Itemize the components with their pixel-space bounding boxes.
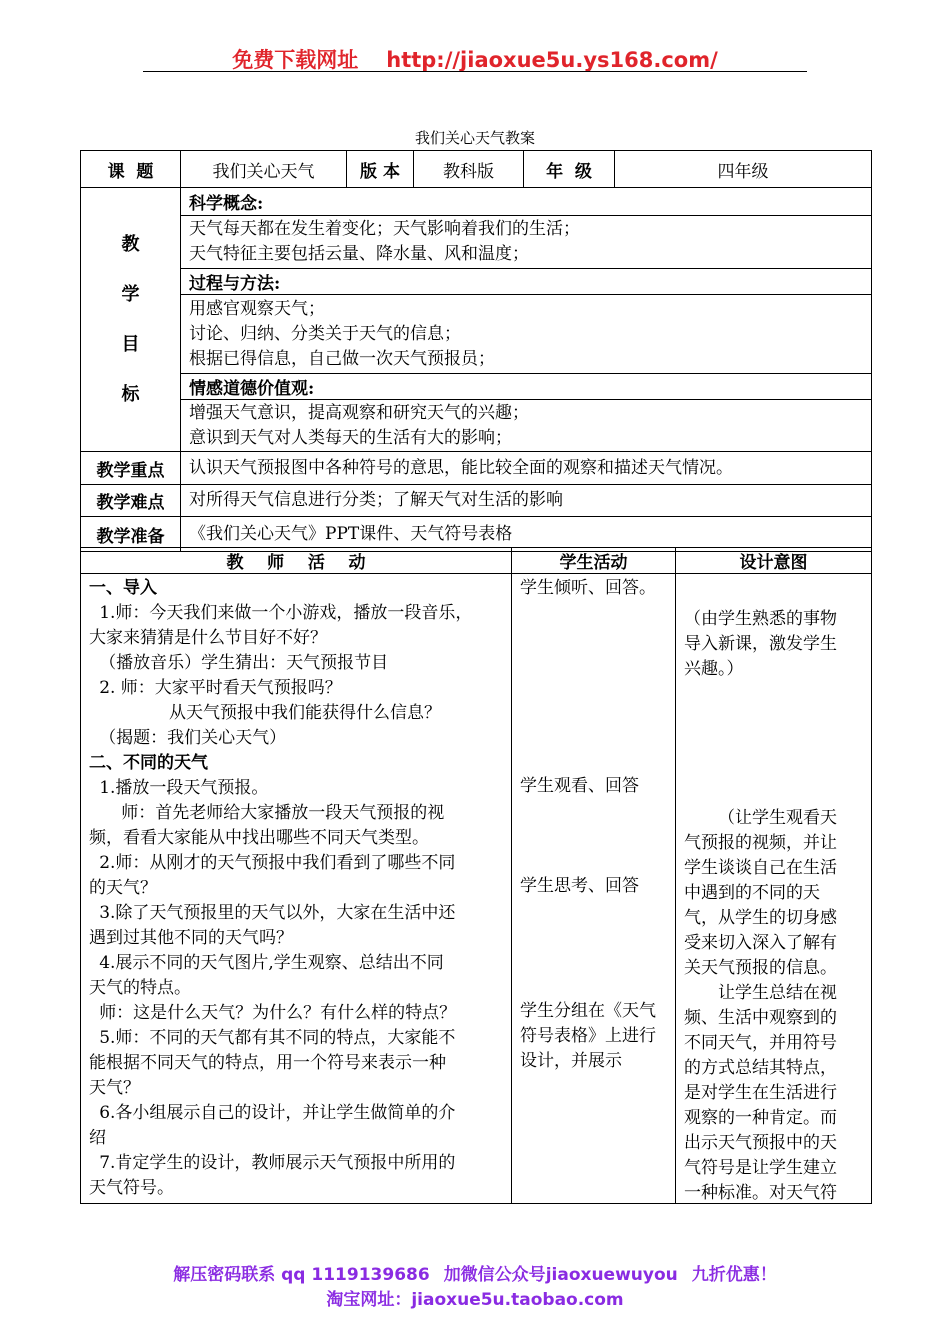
section-heading: 一、导入	[89, 578, 157, 598]
student-activity-header: 学生活动	[512, 548, 676, 574]
course-value: 我们关心天气	[181, 151, 347, 188]
design-intent-line: 受来切入深入了解有	[684, 933, 837, 953]
design-intent-line: （由学生熟悉的事物	[684, 609, 837, 629]
objective-section-title: 科学概念:	[181, 188, 872, 216]
grade-value: 四年级	[615, 151, 872, 188]
teacher-activities-cell	[81, 574, 512, 1204]
activity-table	[80, 547, 872, 1204]
difficulties-label: 教学难点	[81, 485, 181, 517]
activity-line: 1.播放一段天气预报。	[99, 778, 269, 798]
activity-line: 2.师：从刚才的天气预报中我们看到了哪些不同	[99, 853, 456, 873]
design-intent-line: 观察的一种肯定。而	[684, 1108, 837, 1128]
header-url-link[interactable]: http://jiaoxue5u.ys168.com/	[386, 48, 718, 72]
objectives-char-1: 教	[121, 233, 140, 255]
objective-line: 讨论、归纳、分类关于天气的信息；	[189, 323, 461, 344]
activity-line: 7.肯定学生的设计，教师展示天气预报中所用的	[99, 1153, 456, 1173]
objective-line: 增强天气意识，提高观察和研究天气的兴趣；	[189, 402, 529, 423]
design-intent-line: 导入新课，激发学生	[684, 634, 837, 654]
activity-line: 3.除了天气预报里的天气以外，大家在生活中还	[99, 903, 456, 923]
objective-section-body	[181, 216, 872, 269]
design-intent-cell	[676, 574, 872, 1204]
design-intent-line: 气，从学生的切身感	[684, 908, 837, 928]
design-intent-line: 气预报的视频，并让	[684, 833, 837, 853]
objectives-char-4: 标	[121, 383, 140, 405]
objective-section-title: 过程与方法:	[181, 269, 872, 295]
design-intent-line: 是对学生在生活进行	[684, 1083, 837, 1103]
course-label: 课 题	[81, 151, 181, 188]
key-points-value: 认识天气预报图中各种符号的意思，能比较全面的观察和描述天气情况。	[181, 452, 872, 485]
student-activity-line: 设计，并展示	[520, 1051, 622, 1071]
grade-label: 年 级	[524, 151, 615, 188]
footer-contact-text: 解压密码联系	[173, 1265, 276, 1285]
activity-line: （揭题：我们关心天气）	[99, 728, 287, 748]
objective-line: 天气特征主要包括云量、降水量、风和温度；	[189, 244, 529, 264]
activity-line: 绍	[89, 1128, 106, 1148]
footer-wechat-text: 加微信公众号	[443, 1265, 546, 1285]
edition-label: 版 本	[347, 151, 414, 188]
header-divider	[143, 71, 807, 72]
objective-line: 天气每天都在发生着变化；天气影响着我们的生活；	[189, 219, 580, 239]
student-activity-line: 学生倾听、回答。	[520, 578, 656, 598]
difficulties-value: 对所得天气信息进行分类；了解天气对生活的影响	[181, 485, 872, 517]
activity-line: 从天气预报中我们能获得什么信息？	[169, 703, 441, 723]
student-activity-line: 学生思考、回答	[520, 876, 639, 896]
design-intent-line: （让学生观看天	[718, 808, 837, 828]
student-activity-line: 学生观看、回答	[520, 776, 639, 796]
footer-qq: qq 1119139686	[281, 1265, 430, 1285]
student-activity-line: 符号表格》上进行	[520, 1026, 656, 1046]
activity-line: 5.师：不同的天气都有其不同的特点，大家能不	[99, 1028, 456, 1048]
activity-line: 大家来猜猜是什么节目好不好？	[89, 628, 327, 648]
design-intent-header: 设计意图	[676, 548, 872, 574]
activity-line: 天气符号。	[89, 1178, 174, 1198]
footer-contact	[0, 1260, 950, 1285]
student-activity-line: 学生分组在《天气	[520, 1001, 656, 1021]
activity-line: 的天气？	[89, 878, 157, 898]
preparation-value: 《我们关心天气》PPT课件、天气符号表格	[181, 517, 872, 552]
design-intent-line: 学生谈谈自己在生活	[684, 858, 837, 878]
activity-line: 师：这是什么天气？为什么？有什么样的特点？	[99, 1003, 457, 1023]
activity-line: 遇到过其他不同的天气吗？	[89, 928, 293, 948]
design-intent-line: 不同天气，并用符号	[684, 1033, 837, 1053]
activity-line: 能根据不同天气的特点，用一个符号来表示一种	[89, 1053, 446, 1073]
design-intent-line: 中遇到的不同的天	[684, 883, 820, 903]
lesson-info-table	[80, 150, 872, 552]
activity-line: 4.展示不同的天气图片,学生观察、总结出不同	[99, 953, 444, 973]
objective-line: 意识到天气对人类每天的生活有大的影响；	[189, 427, 512, 448]
activity-line: 2. 师：大家平时看天气预报吗？	[99, 678, 342, 698]
objectives-label	[81, 188, 181, 452]
activity-line: 频，看看大家能从中找出哪些不同天气类型。	[89, 828, 429, 848]
activity-line: 师：首先老师给大家播放一段天气预报的视	[121, 803, 445, 823]
section-heading: 二、不同的天气	[89, 753, 208, 773]
objectives-char-3: 目	[121, 333, 140, 355]
activity-line: 天气的特点。	[89, 978, 191, 998]
design-intent-line: 频、生活中观察到的	[684, 1008, 837, 1028]
download-header	[0, 44, 950, 74]
objective-section-title: 情感道德价值观:	[181, 374, 872, 400]
objective-section-body	[181, 400, 872, 452]
design-intent-line: 一种标准。对天气符	[684, 1183, 837, 1203]
footer-shop-link[interactable]: jiaoxue5u.taobao.com	[411, 1290, 624, 1310]
key-points-label: 教学重点	[81, 452, 181, 485]
design-intent-line: 兴趣。）	[684, 659, 744, 679]
footer-wechat-id: jiaoxuewuyou	[545, 1265, 678, 1285]
activity-line: 6.各小组展示自己的设计，并让学生做简单的介	[99, 1103, 456, 1123]
document-title: 我们关心天气教案	[414, 129, 535, 147]
student-activities-cell	[512, 574, 676, 1204]
design-intent-line: 气符号是让学生建立	[684, 1158, 837, 1178]
design-intent-line: 让学生总结在视	[718, 983, 837, 1003]
objective-line: 根据已得信息，自己做一次天气预报员；	[189, 348, 495, 369]
design-intent-line: 关天气预报的信息。	[684, 958, 837, 978]
preparation-label: 教学准备	[81, 517, 181, 552]
footer-shop-label: 淘宝网址：	[326, 1290, 412, 1310]
header-label: 免费下载网址	[232, 48, 359, 72]
teacher-activity-header: 教 师 活 动	[81, 548, 512, 574]
activity-line: 1.师：今天我们来做一个小游戏，播放一段音乐，	[99, 603, 473, 623]
objectives-char-2: 学	[121, 283, 140, 305]
design-intent-line: 出示天气预报中的天	[684, 1133, 837, 1153]
footer-discount: 九折优惠！	[691, 1265, 777, 1285]
design-intent-line: 的方式总结其特点，	[684, 1058, 837, 1078]
activity-line: （播放音乐）学生猜出：天气预报节目	[99, 653, 389, 673]
objective-line: 用感官观察天气；	[189, 298, 325, 319]
footer-shop	[0, 1285, 950, 1310]
edition-value: 教科版	[414, 151, 524, 188]
activity-line: 天气？	[89, 1078, 140, 1098]
objective-section-body	[181, 295, 872, 374]
